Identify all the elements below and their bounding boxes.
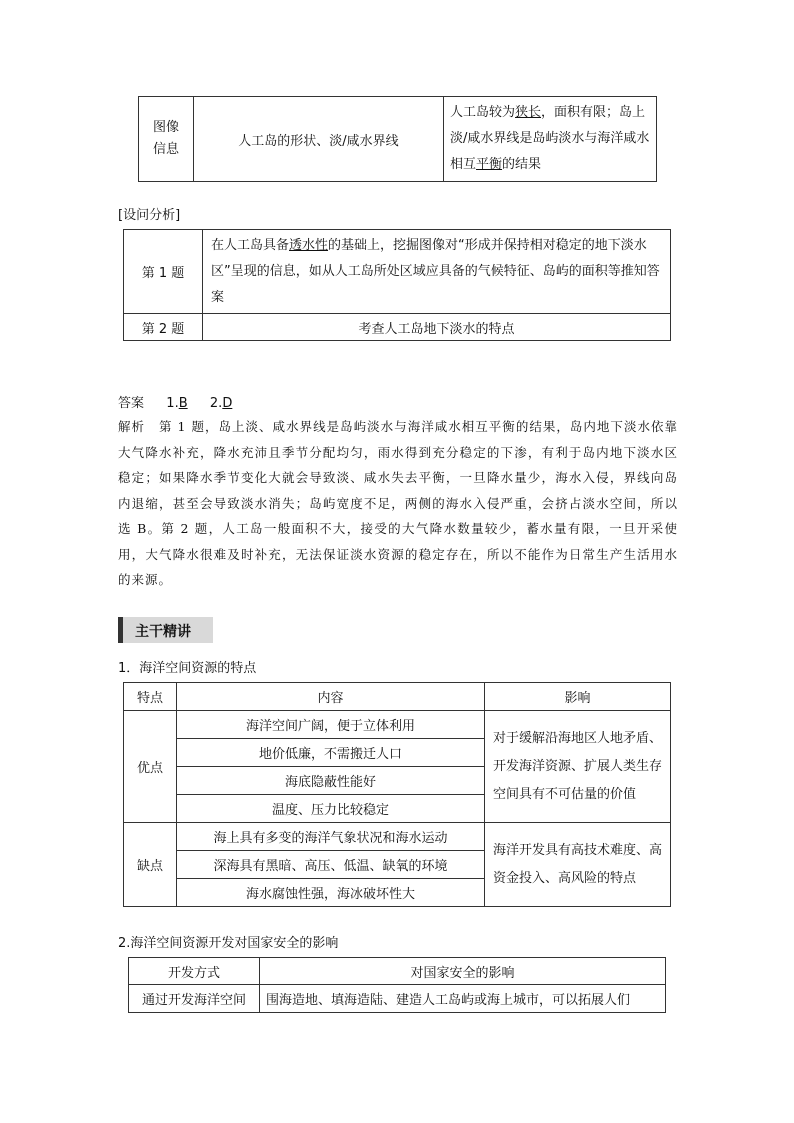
ocean-space-table [123,682,671,907]
s1-adv-item: 海洋空间广阔，便于立体利用 [177,711,485,739]
s1-header-feature: 特点 [124,683,177,711]
s1-dis-label: 缺点 [124,823,177,907]
s2-header-method: 开发方式 [129,958,260,985]
s1-adv-item: 温度、压力比较稳定 [177,795,485,823]
s1-title: 1．海洋空间资源的特点 [118,661,257,676]
q1-underlined: 透水性 [289,237,329,253]
answer-label: 答案 [118,396,145,411]
effect-text-2: ，面积有限；岛上淡/咸水界线是岛屿淡水与海洋咸水相互 [450,105,650,172]
s1-dis-item: 海水腐蚀性强，海冰破坏性大 [177,879,485,907]
q2-label: 第 2 题 [124,314,203,341]
effect-text-3: 的结果 [502,157,542,172]
national-security-table [128,957,666,1013]
answer-2-num: 2. [209,396,223,411]
analysis-table [123,229,671,341]
image-info-label: 图像 信息 [139,97,194,182]
s1-adv-item: 地价低廉，不需搬迁人口 [177,739,485,767]
section-banner-text: 主干精讲 [135,624,191,640]
answer-2-value: D [222,396,233,411]
s1-adv-label: 优点 [124,711,177,823]
answer-line [118,392,232,411]
answer-1-num: 1. [166,396,179,411]
effect-underlined-1: 狭长 [515,105,542,120]
image-info-table [138,96,657,182]
effect-text-1: 人工岛较为 [450,105,516,120]
s2-title: 2.海洋空间资源开发对国家安全的影响 [118,936,339,951]
s2-row-impact: 围海造地、填海造陆、建造人工岛屿或海上城市，可以拓展人们 [260,985,666,1013]
q1-text-2: 的基础上，挖掘图像对“形成并保持相对稳定的地下淡水区”呈现的信息，如从人工岛所处区域应具备的气候特征、岛屿的面积等推知答案 [211,237,660,305]
effect-underlined-2: 平衡 [476,157,503,172]
answer-1-value: B [178,396,188,411]
image-info-content: 人工岛的形状、淡/咸水界线 [194,97,444,182]
s1-adv-effect: 对于缓解沿海地区人地矛盾、开发海洋资源、扩展人类生存空间具有不可估量的价值 [485,711,671,823]
s1-header-content: 内容 [177,683,485,711]
q1-label: 第 1 题 [124,230,203,314]
s1-dis-effect: 海洋开发具有高技术难度、高资金投入、高风险的特点 [485,823,671,907]
s1-adv-item: 海底隐蔽性能好 [177,767,485,795]
explanation-text: 第 1 题，岛上淡、咸水界线是岛屿淡水与海洋咸水相互平衡的结果，岛内地下淡水依靠大气降水补充，降水充沛且季节分配均匀，雨水得到充分稳定的下渗，有利于岛内地下淡水区稳定；如果降水季节变化大就会导致淡、咸水失去平衡，一旦降水量少，海水入侵，界线向岛内退缩，甚至会导致淡水消失；岛屿宽度不足，两侧的海水入侵严重，会挤占淡水空间，所以选 B。第 2 题，人工岛一般面积不大，接受的大气降水数量较少，蓄水量有限，一旦开采使用，大气降水很难及时补充，无法保证淡水资源的稳定存在，所以不能作为日常生产生活用水的来源。 [118,419,678,587]
s2-header-impact: 对国家安全的影响 [260,958,666,985]
s1-dis-item: 深海具有黑暗、高压、低温、缺氧的环境 [177,851,485,879]
analysis-heading: [设问分析] [118,208,181,223]
s1-dis-item: 海上具有多变的海洋气象状况和海水运动 [177,823,485,851]
s2-row-method: 通过开发海洋空间 [129,985,260,1013]
explanation-paragraph [118,414,678,593]
explanation-label: 解析 [118,419,146,434]
q1-content [203,230,671,314]
s1-header-effect: 影响 [485,683,671,711]
section-banner [118,617,213,643]
image-info-effect [444,97,657,182]
q1-text-1: 在人工岛具备 [211,237,290,253]
q2-content: 考查人工岛地下淡水的特点 [203,314,671,341]
